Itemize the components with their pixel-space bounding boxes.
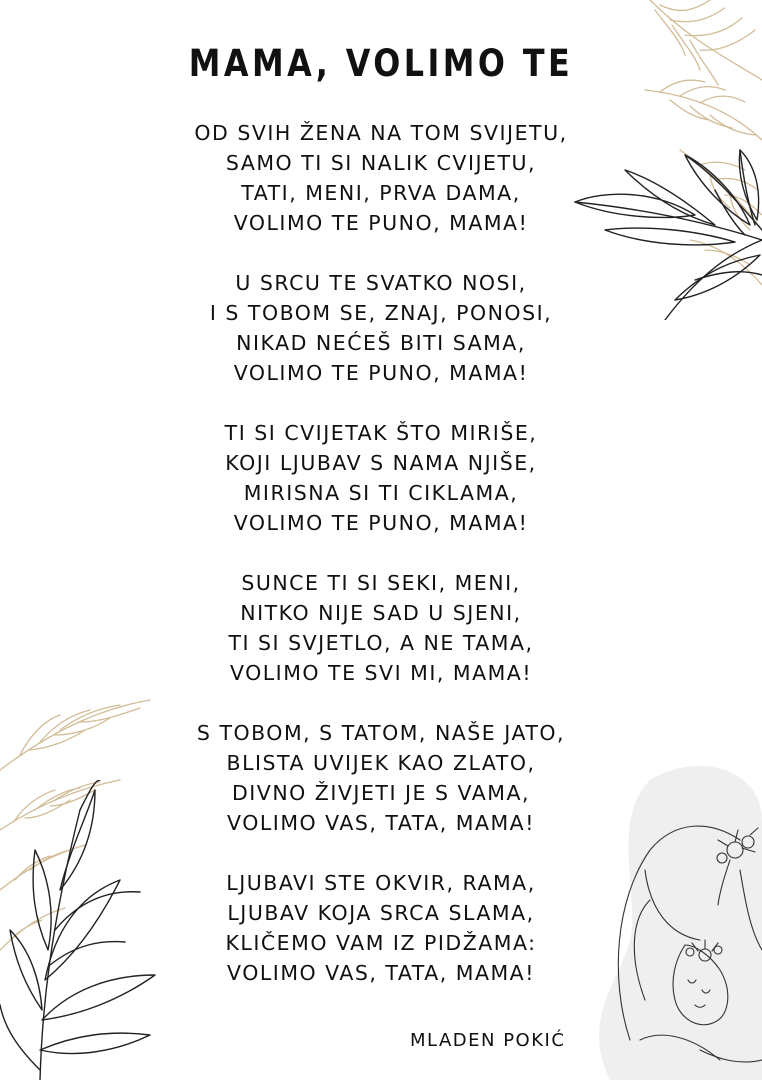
poem-author: MLADEN POKIĆ [410,1030,566,1051]
poem-line: TI SI SVJETLO, A NE TAMA, [228,631,534,655]
poem-line: S TOBOM, S TATOM, NAŠE JATO, [196,721,566,745]
poem-line: VOLIMO TE SVI MI, MAMA! [229,661,533,685]
poem-line: SUNCE TI SI SEKI, MENI, [241,571,521,595]
poem-line: DIVNO ŽIVJETI JE S VAMA, [231,781,531,805]
poem-line: NIKAD NEĆEŠ BITI SAMA, [236,331,526,355]
stanza-1 [0,118,762,238]
poem-line: TI SI CVIJETAK ŠTO MIRIŠE, [224,421,538,445]
poem-line: VOLIMO VAS, TATA, MAMA! [227,961,535,985]
stanza-3 [0,418,762,538]
poem-line: NITKO NIJE SAD U SJENI, [240,601,522,625]
poem-line: TATI, MENI, PRVA DAMA, [241,181,521,205]
stanza-6 [0,868,762,988]
poem-body [0,118,762,1018]
poem-line: SAMO TI SI NALIK CVIJETU, [225,151,537,175]
poem-line: VOLIMO TE PUNO, MAMA! [233,511,529,535]
poem-line: MIRISNA SI TI CIKLAMA, [243,481,519,505]
poem-line: VOLIMO TE PUNO, MAMA! [233,361,529,385]
poem-line: BLISTA UVIJEK KAO ZLATO, [226,751,536,775]
poem-line: VOLIMO TE PUNO, MAMA! [233,211,529,235]
poem-line: KLIČEMO VAM IZ PIDŽAMA: [225,931,537,955]
stanza-5 [0,718,762,838]
poem-line: OD SVIH ŽENA NA TOM SVIJETU, [194,121,568,145]
poem-line: I S TOBOM SE, ZNAJ, PONOSI, [209,301,553,325]
poem-line: LJUBAVI STE OKVIR, RAMA, [226,871,536,895]
poem-line: U SRCU TE SVATKO NOSI, [235,271,527,295]
poem-title: MAMA, VOLIMO TE [188,42,574,85]
stanza-4 [0,568,762,688]
stanza-2 [0,268,762,388]
poem-line: KOJI LJUBAV S NAMA NJIŠE, [225,451,537,475]
poem-line: LJUBAV KOJA SRCA SLAMA, [227,901,535,925]
poem-line: VOLIMO VAS, TATA, MAMA! [227,811,535,835]
